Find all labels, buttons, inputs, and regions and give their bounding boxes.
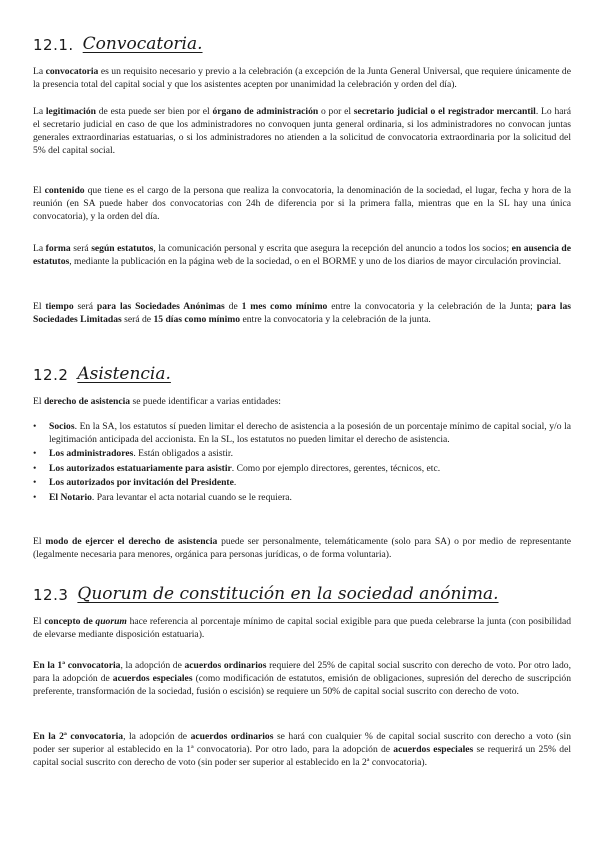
section-title: Convocatoria. bbox=[82, 34, 203, 54]
list-item: • Los autorizados estatuariamente para asistir. Como por ejemplo directores, gerentes, técnicos, etc. bbox=[33, 462, 441, 474]
list-item: • Los autorizados por invitación del Presidente. bbox=[33, 477, 237, 489]
paragraph-modo-asistencia: El modo de ejercer el derecho de asistencia puede ser personalmente, telemáticamente (solo para SA) o por medio de representante (legalmente necesaria para menores, orgánica para personas jurídicas, o de forma voluntaria). bbox=[33, 536, 571, 560]
paragraph-concepto-quorum: El concepto de quorum hace referencia al porcentaje mínimo de capital social exigible para que pueda celebrarse la junta (con posibilidad de elevarse mediante disposición estatuaria). bbox=[33, 616, 571, 640]
paragraph-primera-convocatoria: En la 1ª convocatoria, la adopción de acuerdos ordinarios requiere del 25% de capital social suscrito con derecho de voto. Por otro lado, para la adopción de acuerdos especiales (como modificación de estatutos, emisión de obligaciones, supresión del derecho de suscripción preferente, transformación de la sociedad, fusión o escisión) se requiere un 50% de capital social suscrito con derecho de voto. bbox=[33, 660, 572, 697]
bullet-icon: • bbox=[33, 462, 37, 474]
paragraph-legitimacion: La legitimación de esta puede ser bien por el órgano de administración o por el secretario judicial o el registrador mercantil. Lo hará el secretario judicial en caso de que los administradores no convoquen junta general ordinaria, si los administradores no convocan juntas generales extraordinarias estatuarias, o si los administradores no atienden a la solicitud de convocatoria extraordinaria por la solicitud del 5% del capital social. bbox=[33, 106, 571, 156]
bullet-icon: • bbox=[33, 421, 37, 432]
section-number: 12.3 bbox=[33, 586, 69, 604]
bullet-icon: • bbox=[33, 491, 37, 503]
paragraph-convocatoria-definicion: La convocatoria es un requisito necesario y previo a la celebración (a excepción de la Junta General Universal, que requiere únicamente de la presencia total del capital social y que los asistentes acepten por unanimidad la celebración y orden del día). bbox=[33, 66, 571, 90]
list-item: • Socios. En la SA, los estatutos sí pueden limitar el derecho de asistencia a la posesión de un porcentaje mínimo de capital social, y/o la legitimación anticipada del accionista. En la SL, los estatutos no pueden limitar el derecho de asistencia. bbox=[33, 421, 571, 445]
attendance-list bbox=[33, 421, 571, 506]
bullet-icon: • bbox=[33, 448, 37, 460]
section-title: Quorum de constitución en la sociedad anónima. bbox=[77, 584, 499, 604]
list-item: • El Notario. Para levantar el acta notarial cuando se le requiera. bbox=[33, 491, 292, 503]
section-number: 12.2 bbox=[33, 366, 69, 384]
section-heading-asistencia bbox=[33, 360, 171, 384]
section-number: 12.1. bbox=[33, 36, 74, 54]
paragraph-derecho-asistencia: El derecho de asistencia se puede identificar a varias entidades: bbox=[33, 396, 281, 407]
paragraph-contenido: El contenido que tiene es el cargo de la persona que realiza la convocatoria, la denominación de la sociedad, el lugar, fecha y hora de la reunión (en SA puede haber dos convocatorias con 24h de diferencia por si la primera falla, mientras que en la SL hay una única convocatoria), y la orden del día. bbox=[33, 185, 571, 222]
section-heading-quorum bbox=[33, 580, 499, 604]
bullet-icon: • bbox=[33, 477, 37, 489]
section-title: Asistencia. bbox=[77, 364, 171, 384]
paragraph-forma: La forma será según estatutos, la comunicación personal y escrita que asegura la recepción del anuncio a todos los socios; en ausencia de estatutos, mediante la publicación en la página web de la sociedad, o en el BORME y uno de los diarios de mayor circulación provincial. bbox=[33, 243, 571, 267]
paragraph-segunda-convocatoria: En la 2ª convocatoria, la adopción de acuerdos ordinarios se hará con cualquier % de capital social suscrito con derecho a voto (sin poder ser superior al establecido en la 1ª convocatoria). Por otro lado, para la adopción de acuerdos especiales se requerirá un 25% del capital social suscrito con derecho de voto (sin poder ser superior al establecido en la 2ª convocatoria). bbox=[33, 731, 572, 768]
list-item: • Los administradores. Están obligados a asistir. bbox=[33, 448, 233, 460]
paragraph-tiempo: El tiempo será para las Sociedades Anónimas de 1 mes como mínimo entre la convocatoria y la celebración de la Junta; para las Sociedades Limitadas será de 15 días como mínimo entre la convocatoria y la celebración de la junta. bbox=[33, 301, 571, 325]
section-heading-convocatoria bbox=[33, 30, 203, 54]
